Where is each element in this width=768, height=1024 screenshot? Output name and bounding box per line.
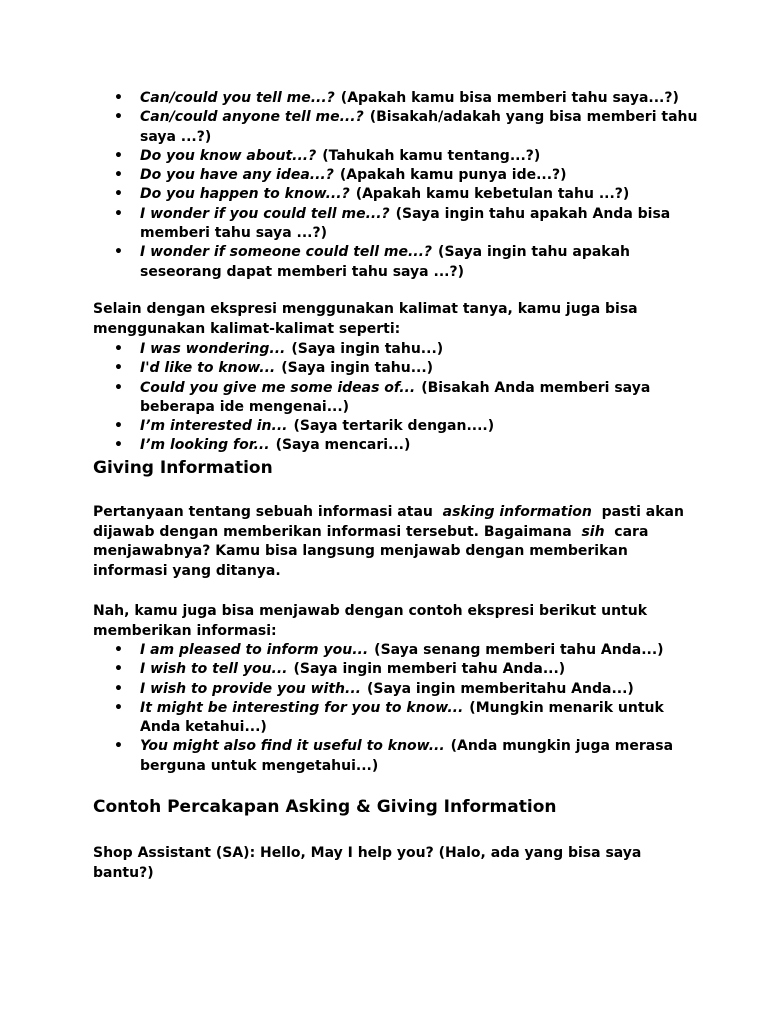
indonesian-translation: (Mungkin menarik untuk Anda ketahui...) xyxy=(140,699,664,736)
list-item xyxy=(140,737,700,776)
english-expression: Do you happen to know...? xyxy=(140,186,350,203)
intro-paragraph: Selain dengan ekspresi menggunakan kalimat tanya, kamu juga bisa menggunakan kalimat-kalimat seperti: xyxy=(93,301,638,337)
list-item xyxy=(140,379,700,418)
para-text: Pertanyaan tentang sebuah informasi atau xyxy=(93,504,433,520)
list-item xyxy=(140,660,700,679)
indonesian-translation: (Saya ingin memberitahu Anda...) xyxy=(366,680,634,697)
indonesian-translation: (Saya ingin memberi tahu Anda...) xyxy=(293,661,566,678)
section-heading-example-conversation: Contoh Percakapan Asking & Giving Information xyxy=(93,797,557,817)
indonesian-translation: (Apakah kamu kebetulan tahu ...?) xyxy=(355,186,630,203)
indonesian-translation: (Saya ingin tahu...) xyxy=(281,360,434,377)
list-item xyxy=(140,359,700,378)
indonesian-translation: (Saya tertarik dengan....) xyxy=(293,418,495,435)
english-expression: Do you have any idea...? xyxy=(140,167,334,184)
list-item xyxy=(140,680,700,699)
english-expression: I wish to tell you... xyxy=(140,661,288,678)
list-item xyxy=(140,699,700,738)
list-item xyxy=(140,166,700,185)
conversation-line: Shop Assistant (SA): Hello, May I help you? (Halo, ada yang bisa saya bantu?) xyxy=(93,845,642,881)
indonesian-translation: (Saya ingin tahu...) xyxy=(291,341,444,357)
english-expression: Do you know about...? xyxy=(140,147,317,164)
indonesian-translation: (Bisakah/adakah yang bisa memberi tahu saya ...?) xyxy=(140,109,698,145)
indonesian-translation: (Apakah kamu bisa memberi tahu saya...?) xyxy=(340,90,679,106)
indonesian-translation: (Saya ingin tahu apakah seseorang dapat memberi tahu saya ...?) xyxy=(140,244,631,280)
para-text: pasti akan dijawab dengan memberikan informasi tersebut. Bagaimana xyxy=(93,504,684,540)
para-italic-term: sih xyxy=(581,523,605,540)
list-item xyxy=(140,641,700,660)
giving-info-paragraph xyxy=(93,503,693,581)
indonesian-translation: (Apakah kamu punya ide...?) xyxy=(339,167,567,184)
para-text: cara menjawabnya? Kamu bisa langsung menjawab dengan memberikan informasi yang ditanya. xyxy=(93,523,649,579)
para-italic-term: asking information xyxy=(442,504,592,520)
english-expression: I was wondering... xyxy=(140,341,286,357)
list-item xyxy=(140,243,700,282)
english-expression: I am pleased to inform you... xyxy=(140,642,369,658)
english-expression: Can/could anyone tell me...? xyxy=(140,109,364,126)
list-item xyxy=(140,340,700,359)
list-item xyxy=(140,108,700,147)
list-item xyxy=(140,417,700,436)
statement-expressions-list xyxy=(0,340,700,456)
indonesian-translation: (Saya ingin tahu apakah Anda bisa memberi tahu saya ...?) xyxy=(140,205,671,242)
list-item xyxy=(140,89,700,108)
list-item xyxy=(140,147,700,166)
english-expression: I’m interested in... xyxy=(140,418,288,435)
indonesian-translation: (Saya mencari...) xyxy=(275,437,411,454)
english-expression: It might be interesting for you to know... xyxy=(140,699,464,716)
giving-intro-paragraph: Nah, kamu juga bisa menjawab dengan contoh ekspresi berikut untuk memberikan informasi: xyxy=(93,603,648,639)
english-expression: I’m looking for... xyxy=(140,437,270,454)
english-expression: I wonder if you could tell me...? xyxy=(140,205,390,222)
list-item xyxy=(140,205,700,244)
english-expression: You might also find it useful to know... xyxy=(140,738,445,755)
indonesian-translation: (Tahukah kamu tentang...?) xyxy=(322,147,541,164)
list-item xyxy=(140,185,700,204)
indonesian-translation: (Anda mungkin juga merasa berguna untuk mengetahui...) xyxy=(140,738,674,774)
section-heading-giving-information: Giving Information xyxy=(93,458,273,478)
english-expression: Could you give me some ideas of... xyxy=(140,379,416,396)
asking-expressions-list xyxy=(0,89,700,282)
english-expression: I wish to provide you with... xyxy=(140,680,361,697)
english-expression: Can/could you tell me...? xyxy=(140,90,335,106)
giving-expressions-list xyxy=(0,641,700,776)
list-item xyxy=(140,436,700,455)
english-expression: I wonder if someone could tell me...? xyxy=(140,244,433,261)
english-expression: I'd like to know... xyxy=(140,360,276,377)
indonesian-translation: (Bisakah Anda memberi saya beberapa ide mengenai...) xyxy=(140,379,651,415)
indonesian-translation: (Saya senang memberi tahu Anda...) xyxy=(374,642,664,658)
